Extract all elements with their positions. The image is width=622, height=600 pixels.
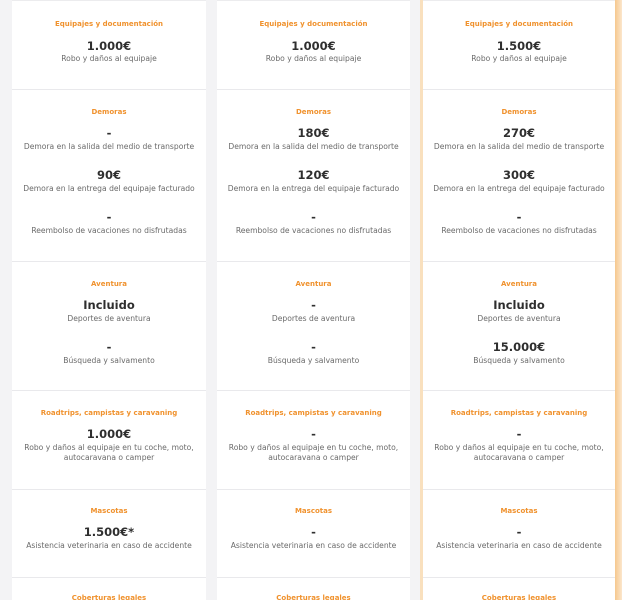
section-title: Mascotas: [500, 507, 538, 515]
section-title: Aventura: [501, 280, 537, 288]
section-mascotas: [217, 490, 410, 578]
section-demoras: [12, 90, 206, 262]
plan-column-3-highlighted: [423, 0, 615, 600]
section-legales: [12, 578, 206, 600]
section-mascotas: [12, 490, 206, 578]
coverage-value: -: [516, 427, 522, 441]
coverage-value: 1.500€: [496, 39, 542, 53]
section-demoras: [217, 90, 410, 262]
coverage-value: 1.000€: [291, 39, 336, 53]
section-aventura: [423, 262, 615, 391]
section-title: Demoras: [295, 108, 331, 116]
section-demoras: [423, 90, 615, 262]
coverage-label: Reembolso de vacaciones no disfrutadas: [235, 226, 392, 235]
section-title: Equipajes y documentación: [259, 20, 368, 28]
coverage-value: -: [311, 340, 316, 354]
coverage-label: Reembolso de vacaciones no disfrutadas: [31, 226, 187, 235]
highlight-glow: [615, 0, 622, 600]
coverage-label: Robo y daños al equipaje: [265, 54, 362, 63]
section-legales: [423, 578, 615, 600]
coverage-value: -: [311, 298, 316, 312]
coverage-value: 120€: [297, 168, 330, 182]
coverage-value: 1.000€: [86, 427, 132, 441]
coverage-value: -: [106, 210, 112, 224]
section-legales: [217, 578, 410, 600]
plan-column-1: [12, 0, 206, 600]
section-title: Coberturas legales: [276, 594, 351, 600]
section-equipajes: [217, 0, 410, 90]
coverage-label: Asistencia veterinaria en caso de accidente: [26, 541, 192, 550]
section-title: Roadtrips, campistas y caravaning: [450, 409, 588, 417]
section-equipajes: [12, 0, 206, 90]
coverage-label: Demora en la entrega del equipaje facturado: [227, 184, 400, 193]
coverage-label: Búsqueda y salvamento: [473, 356, 565, 365]
section-title: Mascotas: [90, 507, 128, 515]
coverage-label: Deportes de aventura: [477, 314, 561, 323]
section-title: Demoras: [501, 108, 537, 116]
section-title: Coberturas legales: [481, 594, 557, 600]
section-title: Coberturas legales: [71, 594, 147, 600]
section-title: Aventura: [295, 280, 332, 288]
section-title: Roadtrips, campistas y caravaning: [245, 409, 382, 417]
coverage-value: -: [311, 427, 316, 441]
coverage-label: Demora en la salida del medio de transporte: [433, 142, 605, 151]
section-roadtrips: [12, 391, 206, 490]
coverage-value: 180€: [297, 126, 330, 140]
coverage-label: Deportes de aventura: [67, 314, 151, 323]
coverage-value: 300€: [502, 168, 535, 182]
coverage-label: Robo y daños al equipaje en tu coche, moto, autocaravana o camper: [434, 443, 604, 462]
coverage-value: 1.000€: [86, 39, 132, 53]
coverage-label: Robo y daños al equipaje: [471, 54, 567, 63]
section-title: Equipajes y documentación: [464, 20, 574, 28]
coverage-label: Demora en la salida del medio de transporte: [23, 142, 195, 151]
section-title: Roadtrips, campistas y caravaning: [40, 409, 178, 417]
coverage-value: 1.500€*: [83, 525, 135, 539]
coverage-label: Asistencia veterinaria en caso de accidente: [230, 541, 397, 550]
section-mascotas: [423, 490, 615, 578]
plan-column-2: [217, 0, 410, 600]
coverage-label: Robo y daños al equipaje: [61, 54, 157, 63]
section-roadtrips: [423, 391, 615, 490]
section-aventura: [217, 262, 410, 391]
coverage-label: Búsqueda y salvamento: [267, 356, 360, 365]
coverage-label: Demora en la entrega del equipaje facturado: [433, 184, 605, 193]
coverage-value: -: [516, 210, 522, 224]
section-title: Mascotas: [294, 507, 333, 515]
coverage-label: Robo y daños al equipaje en tu coche, moto, autocaravana o camper: [228, 443, 399, 462]
coverage-value: -: [106, 340, 112, 354]
section-equipajes: [423, 0, 615, 90]
coverage-label: Demora en la salida del medio de transporte: [228, 142, 399, 151]
coverage-label: Asistencia veterinaria en caso de accidente: [436, 541, 602, 550]
coverage-value: 90€: [96, 168, 121, 182]
coverage-value: -: [106, 126, 112, 140]
coverage-label: Demora en la entrega del equipaje facturado: [23, 184, 195, 193]
coverage-value: 15.000€: [492, 340, 546, 354]
section-title: Demoras: [91, 108, 127, 116]
coverage-label: Deportes de aventura: [271, 314, 356, 323]
section-title: Aventura: [91, 280, 127, 288]
section-aventura: [12, 262, 206, 391]
coverage-value: 270€: [502, 126, 535, 140]
section-roadtrips: [217, 391, 410, 490]
coverage-label: Búsqueda y salvamento: [63, 356, 155, 365]
coverage-label: Reembolso de vacaciones no disfrutadas: [441, 226, 597, 235]
coverage-label: Robo y daños al equipaje en tu coche, moto, autocaravana o camper: [24, 443, 194, 462]
coverage-value: -: [311, 210, 316, 224]
coverage-value: Incluido: [493, 298, 545, 312]
coverage-value: -: [516, 525, 522, 539]
coverage-value: Incluido: [83, 298, 135, 312]
section-title: Equipajes y documentación: [54, 20, 164, 28]
coverage-value: -: [311, 525, 316, 539]
